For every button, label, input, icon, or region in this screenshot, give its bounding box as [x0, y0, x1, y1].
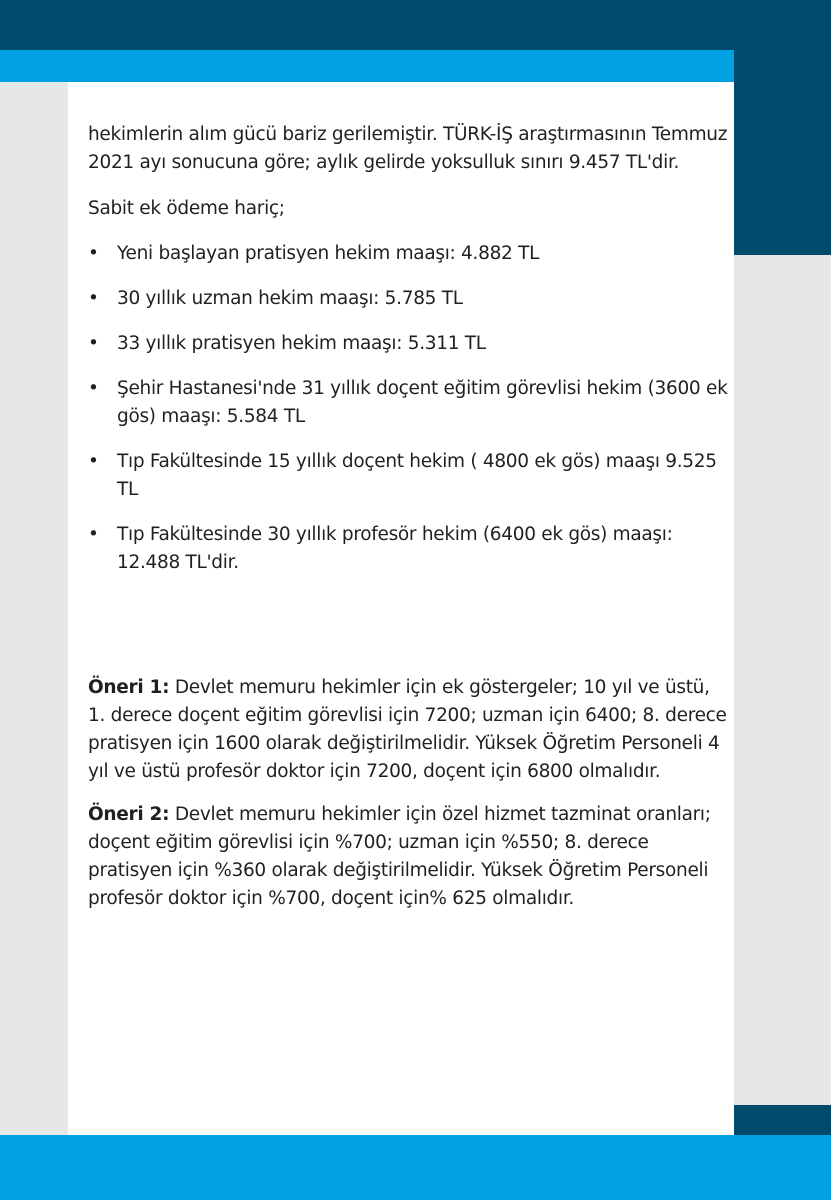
proposal-1 — [88, 674, 728, 786]
list-item-text: Yeni başlayan pratisyen hekim maaşı: 4.882 TL — [117, 243, 540, 264]
bullet-icon: • — [88, 378, 99, 399]
bottom-cyan-band — [0, 1135, 831, 1200]
list-item — [88, 285, 728, 313]
top-dark-band — [0, 0, 831, 50]
bullet-icon: • — [88, 243, 99, 264]
list-item-text: Tıp Fakültesinde 30 yıllık profesör hekim (6400 ek gös) maaşı: 12.488 TL'dir. — [117, 524, 673, 573]
proposals-section — [88, 674, 728, 928]
intro-paragraph: hekimlerin alım gücü bariz gerilemiştir. TÜRK-İŞ araştırmasının Temmuz 2021 ayı sonucuna göre; aylık gelirde yoksulluk sınırı 9.457 TL'dir. — [88, 124, 728, 173]
list-item-text: 33 yıllık pratisyen hekim maaşı: 5.311 TL — [117, 333, 486, 354]
proposal-label: Öneri 1: — [88, 677, 170, 698]
proposal-text: Devlet memuru hekimler için ek göstergeler; 10 yıl ve üstü, 1. derece doçent eğitim görevlisi için 7200; uzman için 6400; 8. derece pratisyen için 1600 olarak değiştirilmelidir. Yüksek Öğretim Personeli 4 yıl ve üstü profesör doktor için 7200, doçent için 6800 olmalıdır. — [88, 677, 727, 782]
proposal-label: Öneri 2: — [88, 804, 170, 825]
lead-paragraph: Sabit ek ödeme hariç; — [88, 198, 285, 219]
right-top-dark-band — [734, 0, 831, 255]
bullet-icon: • — [88, 288, 99, 309]
bullet-icon: • — [88, 524, 99, 545]
bullet-icon: • — [88, 333, 99, 354]
proposal-2 — [88, 801, 728, 913]
list-item — [88, 330, 728, 358]
salary-list — [88, 240, 728, 577]
list-item-text: 30 yıllık uzman hekim maaşı: 5.785 TL — [117, 288, 463, 309]
top-cyan-strip — [0, 50, 734, 82]
list-item — [88, 240, 728, 268]
list-item — [88, 375, 728, 431]
list-item-text: Şehir Hastanesi'nde 31 yıllık doçent eğitim görevlisi hekim (3600 ek gös) maaşı: 5.584 TL — [117, 378, 728, 427]
list-item — [88, 521, 728, 577]
list-item-text: Tıp Fakültesinde 15 yıllık doçent hekim ( 4800 ek gös) maaşı 9.525 TL — [117, 451, 717, 500]
bullet-icon: • — [88, 451, 99, 472]
body-text — [88, 121, 728, 594]
proposal-text: Devlet memuru hekimler için özel hizmet tazminat oranları; doçent eğitim görevlisi için %700; uzman için %550; 8. derece pratisyen için %360 olarak değiştirilmelidir. Yüksek Öğretim Personeli profesör doktor için %700, doçent için% 625 olmalıdır. — [88, 804, 711, 909]
list-item — [88, 448, 728, 504]
